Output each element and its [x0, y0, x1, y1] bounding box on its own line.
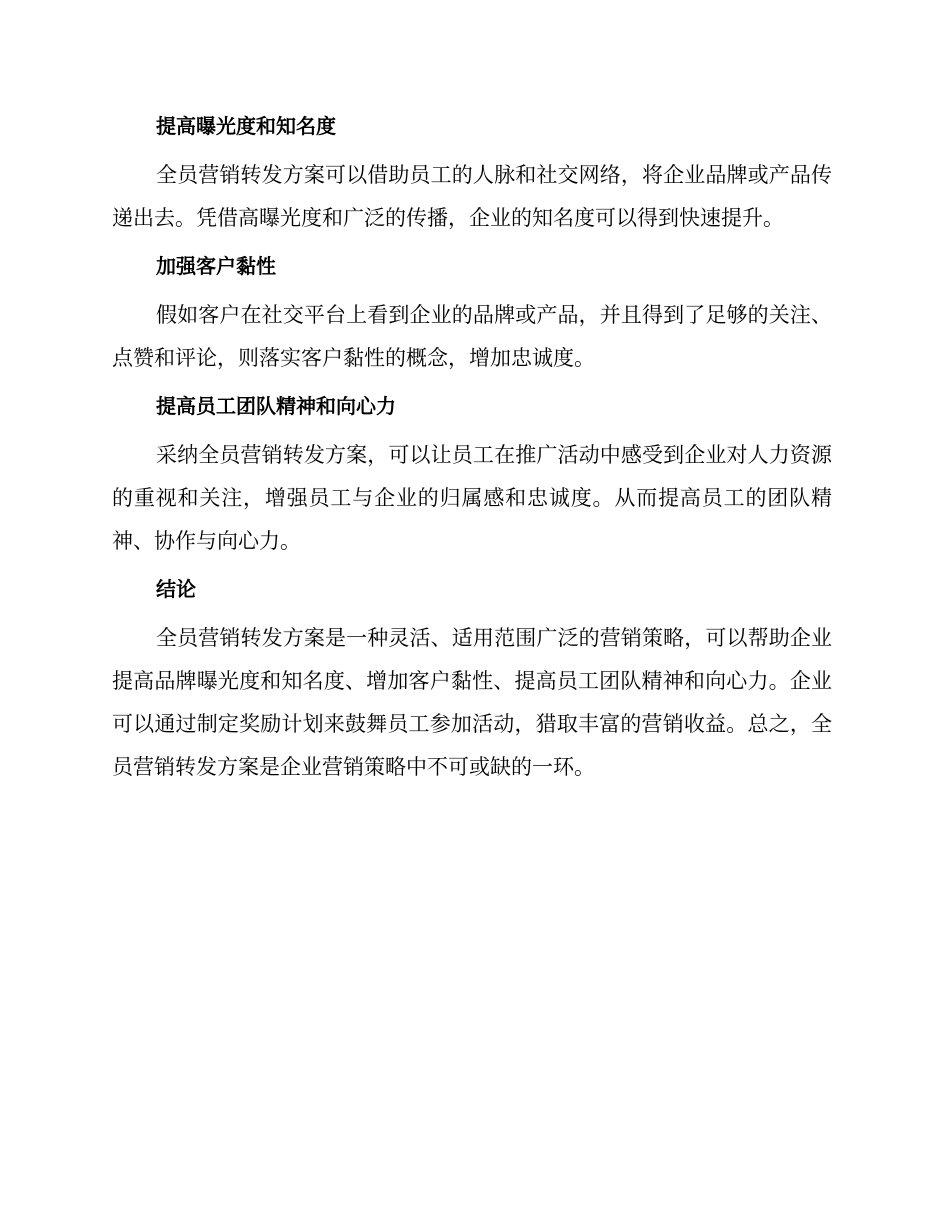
paragraph-line: 注、点赞和评论，则落实客户黏性的概念，增加忠诚度。 [112, 303, 833, 370]
paragraph-line: 精神、协作与向心力。 [112, 486, 832, 553]
section-conclusion [112, 571, 832, 789]
paragraph-line: 全员营销转发方案可以借助员工的人脉和社交网络，将企业品牌或产品 [156, 163, 811, 187]
section-team-spirit [112, 388, 832, 563]
paragraph-line: 全员营销转发方案是一种灵活、适用范围广泛的营销策略，可以帮助企 [156, 626, 811, 650]
section-paragraph [112, 434, 832, 563]
paragraph-line: 业提高品牌曝光度和知名度、增加客户黏性、提高员工团队精神和向心力。 [112, 626, 832, 693]
section-heading: 结论 [156, 577, 196, 601]
section-customer-stickiness [112, 248, 832, 380]
section-heading: 提高曝光度和知名度 [156, 114, 336, 138]
paragraph-line: 假如客户在社交平台上看到企业的品牌或产品，并且得到了足够的关 [156, 303, 790, 327]
paragraph-line: 企业可以通过制定奖励计划来鼓舞员工参加活动，猎取丰富的营销收益。总 [112, 669, 833, 736]
section-heading: 加强客户黏性 [156, 254, 276, 278]
section-exposure [112, 108, 832, 240]
paragraph-line: 源的重视和关注，增强员工与企业的归属感和忠诚度。从而提高员工的团队 [112, 443, 832, 510]
section-paragraph [112, 294, 832, 380]
document-page [112, 108, 832, 797]
paragraph-line: 采纳全员营销转发方案，可以让员工在推广活动中感受到企业对人力资 [156, 443, 811, 467]
section-paragraph [112, 617, 832, 789]
section-paragraph [112, 154, 832, 240]
paragraph-line: 传递出去。凭借高曝光度和广泛的传播，企业的知名度可以得到快速提升。 [112, 163, 832, 230]
section-heading: 提高员工团队精神和向心力 [156, 394, 396, 418]
paragraph-line: 之，全员营销转发方案是企业营销策略中不可或缺的一环。 [112, 712, 833, 779]
